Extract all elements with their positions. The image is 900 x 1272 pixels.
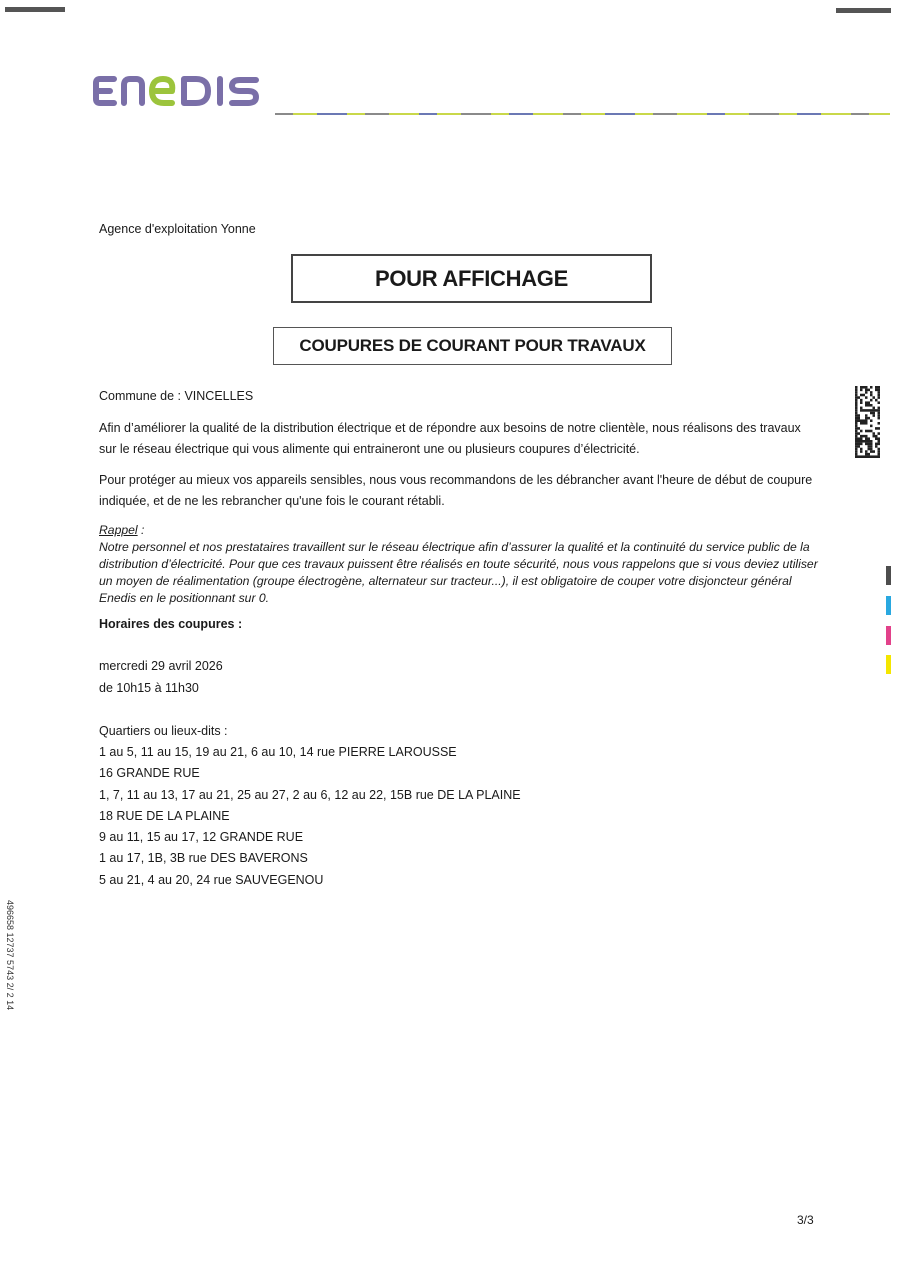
code-module [868, 389, 871, 392]
code-module [863, 440, 866, 443]
code-module [855, 455, 858, 458]
code-module [865, 391, 868, 394]
print-mark-yellow [886, 655, 891, 674]
reminder-text: Notre personnel et nos prestataires travaillent sur le réseau électrique afin d’assurer la qualité et la continuité du service public de la distribution d’électricité. Pour que ces travaux puissent être réalisés en toute sécurité, nous vous rappelons que si vous deviez utiliser un moyen de réalimentation (groupe électrogène, alternateur sur tracteur...), il est obligatoire de couper votre disjoncteur général Enedis en le positionnant sur 0. [99, 540, 818, 605]
rule-segment [491, 113, 509, 115]
code-module [855, 399, 858, 402]
code-module [878, 391, 881, 394]
code-module [875, 427, 878, 430]
rule-segment [419, 113, 437, 115]
rule-segment [725, 113, 749, 115]
code-module [868, 443, 871, 446]
code-module [878, 450, 881, 453]
code-module [875, 455, 878, 458]
code-module [873, 450, 876, 453]
code-module [870, 448, 873, 451]
code-module [868, 453, 871, 456]
code-module [855, 386, 858, 389]
code-module [870, 425, 873, 428]
enedis-logo [92, 70, 262, 115]
code-module [860, 440, 863, 443]
rule-segment [437, 113, 461, 115]
rule-segment [797, 113, 821, 115]
code-module [858, 455, 861, 458]
code-module [855, 450, 858, 453]
code-module [855, 437, 858, 440]
code-module [870, 394, 873, 397]
code-module [860, 448, 863, 451]
code-module [860, 407, 863, 410]
code-module [865, 396, 868, 399]
rule-segment [635, 113, 653, 115]
rule-segment [533, 113, 563, 115]
corner-mark-left [5, 7, 65, 12]
rule-segment [365, 113, 389, 115]
code-module [870, 391, 873, 394]
code-module [855, 417, 858, 420]
code-module [865, 404, 868, 407]
code-module [855, 389, 858, 392]
code-module [855, 427, 858, 430]
code-module [868, 417, 871, 420]
rule-segment [707, 113, 725, 115]
code-module [860, 435, 863, 438]
code-module [868, 430, 871, 433]
outage-time: de 10h15 à 11h30 [99, 681, 199, 695]
code-module [860, 430, 863, 433]
code-module [860, 389, 863, 392]
code-module [878, 453, 881, 456]
code-module [865, 435, 868, 438]
code-module [860, 386, 863, 389]
code-module [865, 417, 868, 420]
list-item: 16 GRANDE RUE [99, 766, 200, 781]
code-module [855, 404, 858, 407]
code-module [865, 430, 868, 433]
code-module [865, 422, 868, 425]
code-module [878, 417, 881, 420]
code-module [855, 414, 858, 417]
code-module [868, 445, 871, 448]
code-module [878, 414, 881, 417]
code-module [868, 401, 871, 404]
code-module [878, 396, 881, 399]
code-module [873, 412, 876, 415]
code-module [875, 389, 878, 392]
code-module [870, 409, 873, 412]
code-module [865, 450, 868, 453]
code-module [863, 455, 866, 458]
code-module [873, 455, 876, 458]
code-module [865, 419, 868, 422]
code-module [855, 440, 858, 443]
code-module [870, 430, 873, 433]
code-module [878, 443, 881, 446]
code-module [873, 432, 876, 435]
rule-segment [581, 113, 605, 115]
places-list [99, 742, 521, 891]
code-module [855, 412, 858, 415]
rule-segment [821, 113, 851, 115]
code-module [855, 435, 858, 438]
rule-segment [605, 113, 635, 115]
code-module [868, 448, 871, 451]
agency-name: Agence d'exploitation Yonne [99, 222, 256, 236]
print-mark-cyan [886, 596, 891, 615]
code-module [870, 455, 873, 458]
code-module [870, 445, 873, 448]
page-number: 3/3 [797, 1213, 814, 1227]
code-module [858, 432, 861, 435]
code-module [860, 399, 863, 402]
code-module [875, 443, 878, 446]
rule-segment [851, 113, 869, 115]
code-module [855, 394, 858, 397]
code-module [875, 445, 878, 448]
code-module [865, 389, 868, 392]
code-module [875, 409, 878, 412]
code-module [858, 440, 861, 443]
code-module [868, 437, 871, 440]
advice-paragraph: Pour protéger au mieux vos appareils sensibles, nous vous recommandons de les débrancher avant l'heure de début de coupure indiquée, et de ne les rebrancher qu'une fois le courant rétabli. [99, 473, 813, 508]
code-module [863, 409, 866, 412]
rule-segment [563, 113, 581, 115]
code-module [863, 386, 866, 389]
code-module [873, 414, 876, 417]
code-module [855, 443, 858, 446]
code-module [860, 401, 863, 404]
outage-subtitle: COUPURES DE COURANT POUR TRAVAUX [299, 336, 646, 355]
code-module [878, 448, 881, 451]
rule-segment [677, 113, 707, 115]
rule-segment [749, 113, 779, 115]
code-module [863, 422, 866, 425]
code-module [858, 396, 861, 399]
code-module [873, 435, 876, 438]
rule-segment [779, 113, 797, 115]
code-module [855, 419, 858, 422]
code-module [858, 445, 861, 448]
rule-segment [509, 113, 533, 115]
list-item: 1 au 17, 1B, 3B rue DES BAVERONS [99, 851, 308, 866]
code-module [855, 453, 858, 456]
code-module [855, 409, 858, 412]
code-module [868, 404, 871, 407]
code-module [855, 396, 858, 399]
code-module [860, 437, 863, 440]
code-module [865, 440, 868, 443]
code-module [878, 401, 881, 404]
datamatrix-code [855, 386, 880, 458]
rule-segment [389, 113, 419, 115]
header-rule [275, 103, 890, 106]
code-module [878, 440, 881, 443]
rule-segment [293, 113, 317, 115]
code-module [870, 440, 873, 443]
code-module [875, 437, 878, 440]
rule-segment [653, 113, 677, 115]
code-module [878, 427, 881, 430]
print-mark-black [886, 566, 891, 585]
intro-paragraph: Afin d’améliorer la qualité de la distribution électrique et de répondre aux besoins de notre clientèle, nous réalisons des travaux sur le réseau électrique qui vous alimente qui entraineront une ou plusieurs coupures d’électricité. [99, 421, 801, 456]
code-module [878, 432, 881, 435]
code-module [860, 409, 863, 412]
list-item: 1 au 5, 11 au 15, 19 au 21, 6 au 10, 14 rue PIERRE LAROUSSE [99, 745, 457, 759]
code-module [858, 417, 861, 420]
rule-segment [347, 113, 365, 115]
code-module [875, 399, 878, 402]
code-module [855, 422, 858, 425]
code-module [878, 422, 881, 425]
code-module [855, 391, 858, 394]
code-module [868, 455, 871, 458]
code-module [870, 412, 873, 415]
code-module [873, 409, 876, 412]
code-module [870, 450, 873, 453]
posting-title: POUR AFFICHAGE [375, 265, 568, 291]
code-module [878, 455, 881, 458]
code-module [855, 448, 858, 451]
rule-segment [317, 113, 347, 115]
code-module [860, 422, 863, 425]
code-module [855, 425, 858, 428]
code-module [865, 409, 868, 412]
code-module [855, 401, 858, 404]
schedule-title: Horaires des coupures : [99, 617, 243, 631]
code-module [865, 414, 868, 417]
code-module [878, 412, 881, 415]
list-item: 9 au 11, 15 au 17, 12 GRANDE RUE [99, 830, 304, 845]
code-module [863, 394, 866, 397]
code-module [855, 407, 858, 410]
code-module [865, 453, 868, 456]
code-module [858, 437, 861, 440]
code-module [875, 435, 878, 438]
code-module [858, 427, 861, 430]
code-module [878, 394, 881, 397]
list-item: 5 au 21, 4 au 20, 24 rue SAUVEGENOU [99, 872, 324, 887]
list-item: 1, 7, 11 au 13, 17 au 21, 25 au 27, 2 au 6, 12 au 22, 15B rue DE LA PLAINE [99, 787, 521, 802]
code-module [870, 419, 873, 422]
reminder-heading [99, 522, 824, 539]
code-module [863, 419, 866, 422]
side-reference-code: 496658 12737 5743 2/ 2 14 [5, 900, 15, 1011]
code-module [878, 437, 881, 440]
code-module [858, 419, 861, 422]
reminder-block [99, 522, 824, 607]
code-module [860, 443, 863, 446]
code-module [868, 409, 871, 412]
code-module [878, 389, 881, 392]
code-module [860, 394, 863, 397]
code-module [860, 419, 863, 422]
posting-title-box [291, 254, 652, 303]
code-module [870, 386, 873, 389]
corner-mark-right [836, 8, 891, 13]
code-module [873, 396, 876, 399]
code-module [875, 386, 878, 389]
code-module [855, 430, 858, 433]
code-module [865, 401, 868, 404]
code-module [870, 399, 873, 402]
code-module [873, 407, 876, 410]
code-module [878, 407, 881, 410]
reminder-title: Rappel [99, 523, 138, 537]
code-module [878, 386, 881, 389]
code-module [855, 445, 858, 448]
code-module [858, 443, 861, 446]
code-module [870, 443, 873, 446]
code-module [870, 404, 873, 407]
outage-date: mercredi 29 avril 2026 [99, 659, 223, 673]
code-module [865, 455, 868, 458]
print-mark-magenta [886, 626, 891, 645]
commune-line: Commune de : VINCELLES [99, 389, 254, 403]
list-item: 18 RUE DE LA PLAINE [99, 808, 230, 823]
code-module [855, 432, 858, 435]
rule-segment [275, 113, 293, 115]
code-module [860, 450, 863, 453]
rule-segment [461, 113, 491, 115]
code-module [865, 386, 868, 389]
code-module [878, 409, 881, 412]
outage-subtitle-box [273, 327, 672, 365]
code-module [865, 443, 868, 446]
rule-segment [869, 113, 890, 115]
places-title: Quartiers ou lieux-dits : [99, 724, 228, 738]
code-module [863, 435, 866, 438]
code-module [858, 414, 861, 417]
reminder-colon: : [137, 523, 145, 537]
code-module [868, 440, 871, 443]
code-module [865, 437, 868, 440]
code-module [860, 455, 863, 458]
